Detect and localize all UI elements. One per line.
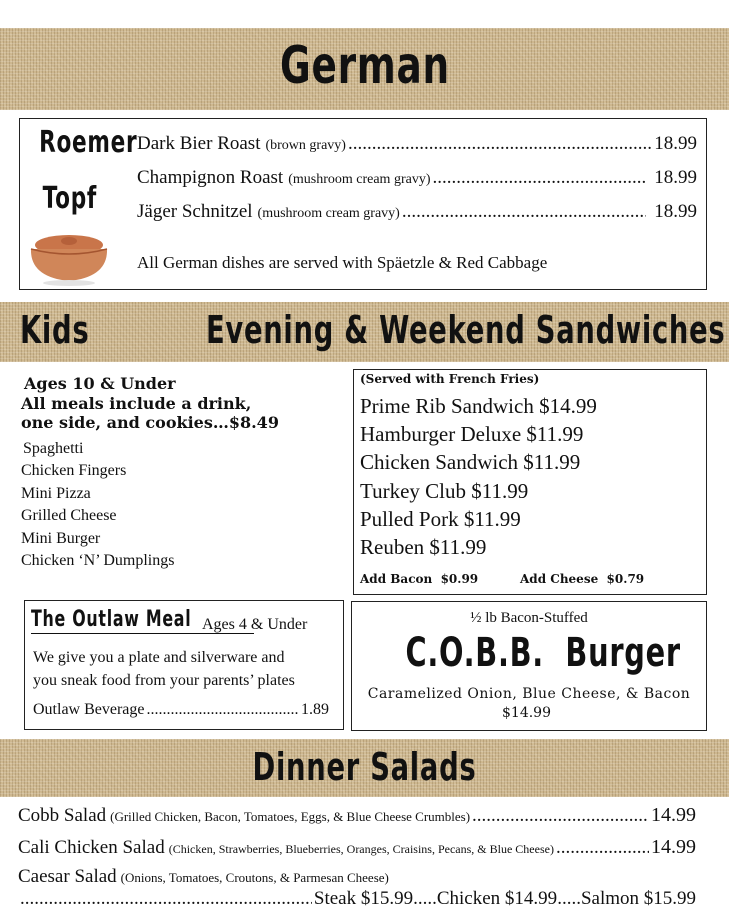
outlaw-desc-2: you sneak food from your parents’ plates (33, 672, 295, 689)
kids-item: Spaghetti (23, 440, 84, 457)
salad-cobb: Cobb Salad (Grilled Chicken, Bacon, Tomatoes, Eggs, & Blue Cheese Crumbles) ..... 14.99 (18, 804, 696, 827)
kids-item: Chicken ‘N’ Dumplings (21, 552, 175, 569)
sandwich-item: Hamburger Deluxe $11.99 (360, 422, 584, 446)
cobb-subtitle: ½ lb Bacon-Stuffed (470, 610, 588, 626)
german-menu-box (19, 118, 707, 290)
cobb-price: $14.99 (502, 705, 551, 721)
sandwich-heading: Evening & Weekend Sandwiches (205, 308, 725, 352)
sandwich-item: Chicken Sandwich $11.99 (360, 450, 581, 474)
roemer-topf-line1: Roemer (39, 125, 138, 160)
caesar-options: ..... Steak $15.99 ..... Chicken $14.99 ..... Salmon $15.99 (18, 888, 696, 910)
kids-item: Grilled Cheese (21, 507, 117, 524)
cobb-description: Caramelized Onion, Blue Cheese, & Bacon (367, 686, 691, 702)
kids-line1: All meals include a drink, (21, 394, 252, 413)
kids-item: Chicken Fingers (21, 462, 127, 479)
german-item-2: Champignon Roast (mushroom cream gravy) ..... 18.99 (137, 167, 697, 189)
sandwich-item: Prime Rib Sandwich $14.99 (360, 394, 597, 418)
outlaw-title: The Outlaw Meal (31, 607, 192, 632)
sandwich-item: Reuben $11.99 (360, 535, 487, 559)
clay-pot-icon (26, 229, 112, 287)
kids-heading: Kids (20, 308, 90, 352)
kids-item: Mini Burger (21, 530, 101, 547)
outlaw-beverage: Outlaw Beverage ..... 1.89 (33, 701, 329, 719)
german-footnote: All German dishes are served with Späetzle & Red Cabbage (137, 253, 548, 272)
outlaw-ages: Ages 4 & Under (202, 616, 308, 633)
salad-cali-chicken: Cali Chicken Salad (Chicken, Strawberries, Blueberries, Oranges, Craisins, Pecans, & Blue Cheese) ..... 14.99 (18, 836, 696, 859)
add-bacon: Add Bacon $0.99 (360, 572, 479, 586)
sandwich-item: Pulled Pork $11.99 (360, 507, 521, 531)
salads-heading: Dinner Salads (252, 745, 477, 789)
served-with-fries: (Served with French Fries) (360, 372, 540, 386)
sandwich-box (353, 369, 707, 595)
salad-caesar: Caesar Salad (Onions, Tomatoes, Croutons, & Parmesan Cheese) (18, 866, 389, 887)
outlaw-desc-1: We give you a plate and silverware and (33, 649, 285, 666)
salads-banner (0, 739, 729, 797)
german-item-1: Dark Bier Roast (brown gravy) ..... 18.99 (137, 133, 697, 155)
sandwich-item: Turkey Club $11.99 (360, 479, 529, 503)
kids-sandwich-banner (0, 302, 729, 362)
kids-ages: Ages 10 & Under (24, 374, 176, 393)
add-cheese: Add Cheese $0.79 (520, 572, 645, 586)
german-heading: German (279, 36, 450, 96)
kids-item: Mini Pizza (21, 485, 91, 502)
outlaw-meal-box (24, 600, 344, 730)
german-banner (0, 28, 729, 110)
kids-line2: one side, and cookies…$8.49 (21, 413, 279, 432)
german-item-3: Jäger Schnitzel (mushroom cream gravy) ..... 18.99 (137, 201, 697, 223)
cobb-title: C.O.B.B. Burger (405, 630, 681, 676)
cobb-burger-box (351, 601, 707, 731)
roemer-topf-line2: Topf (42, 181, 98, 216)
